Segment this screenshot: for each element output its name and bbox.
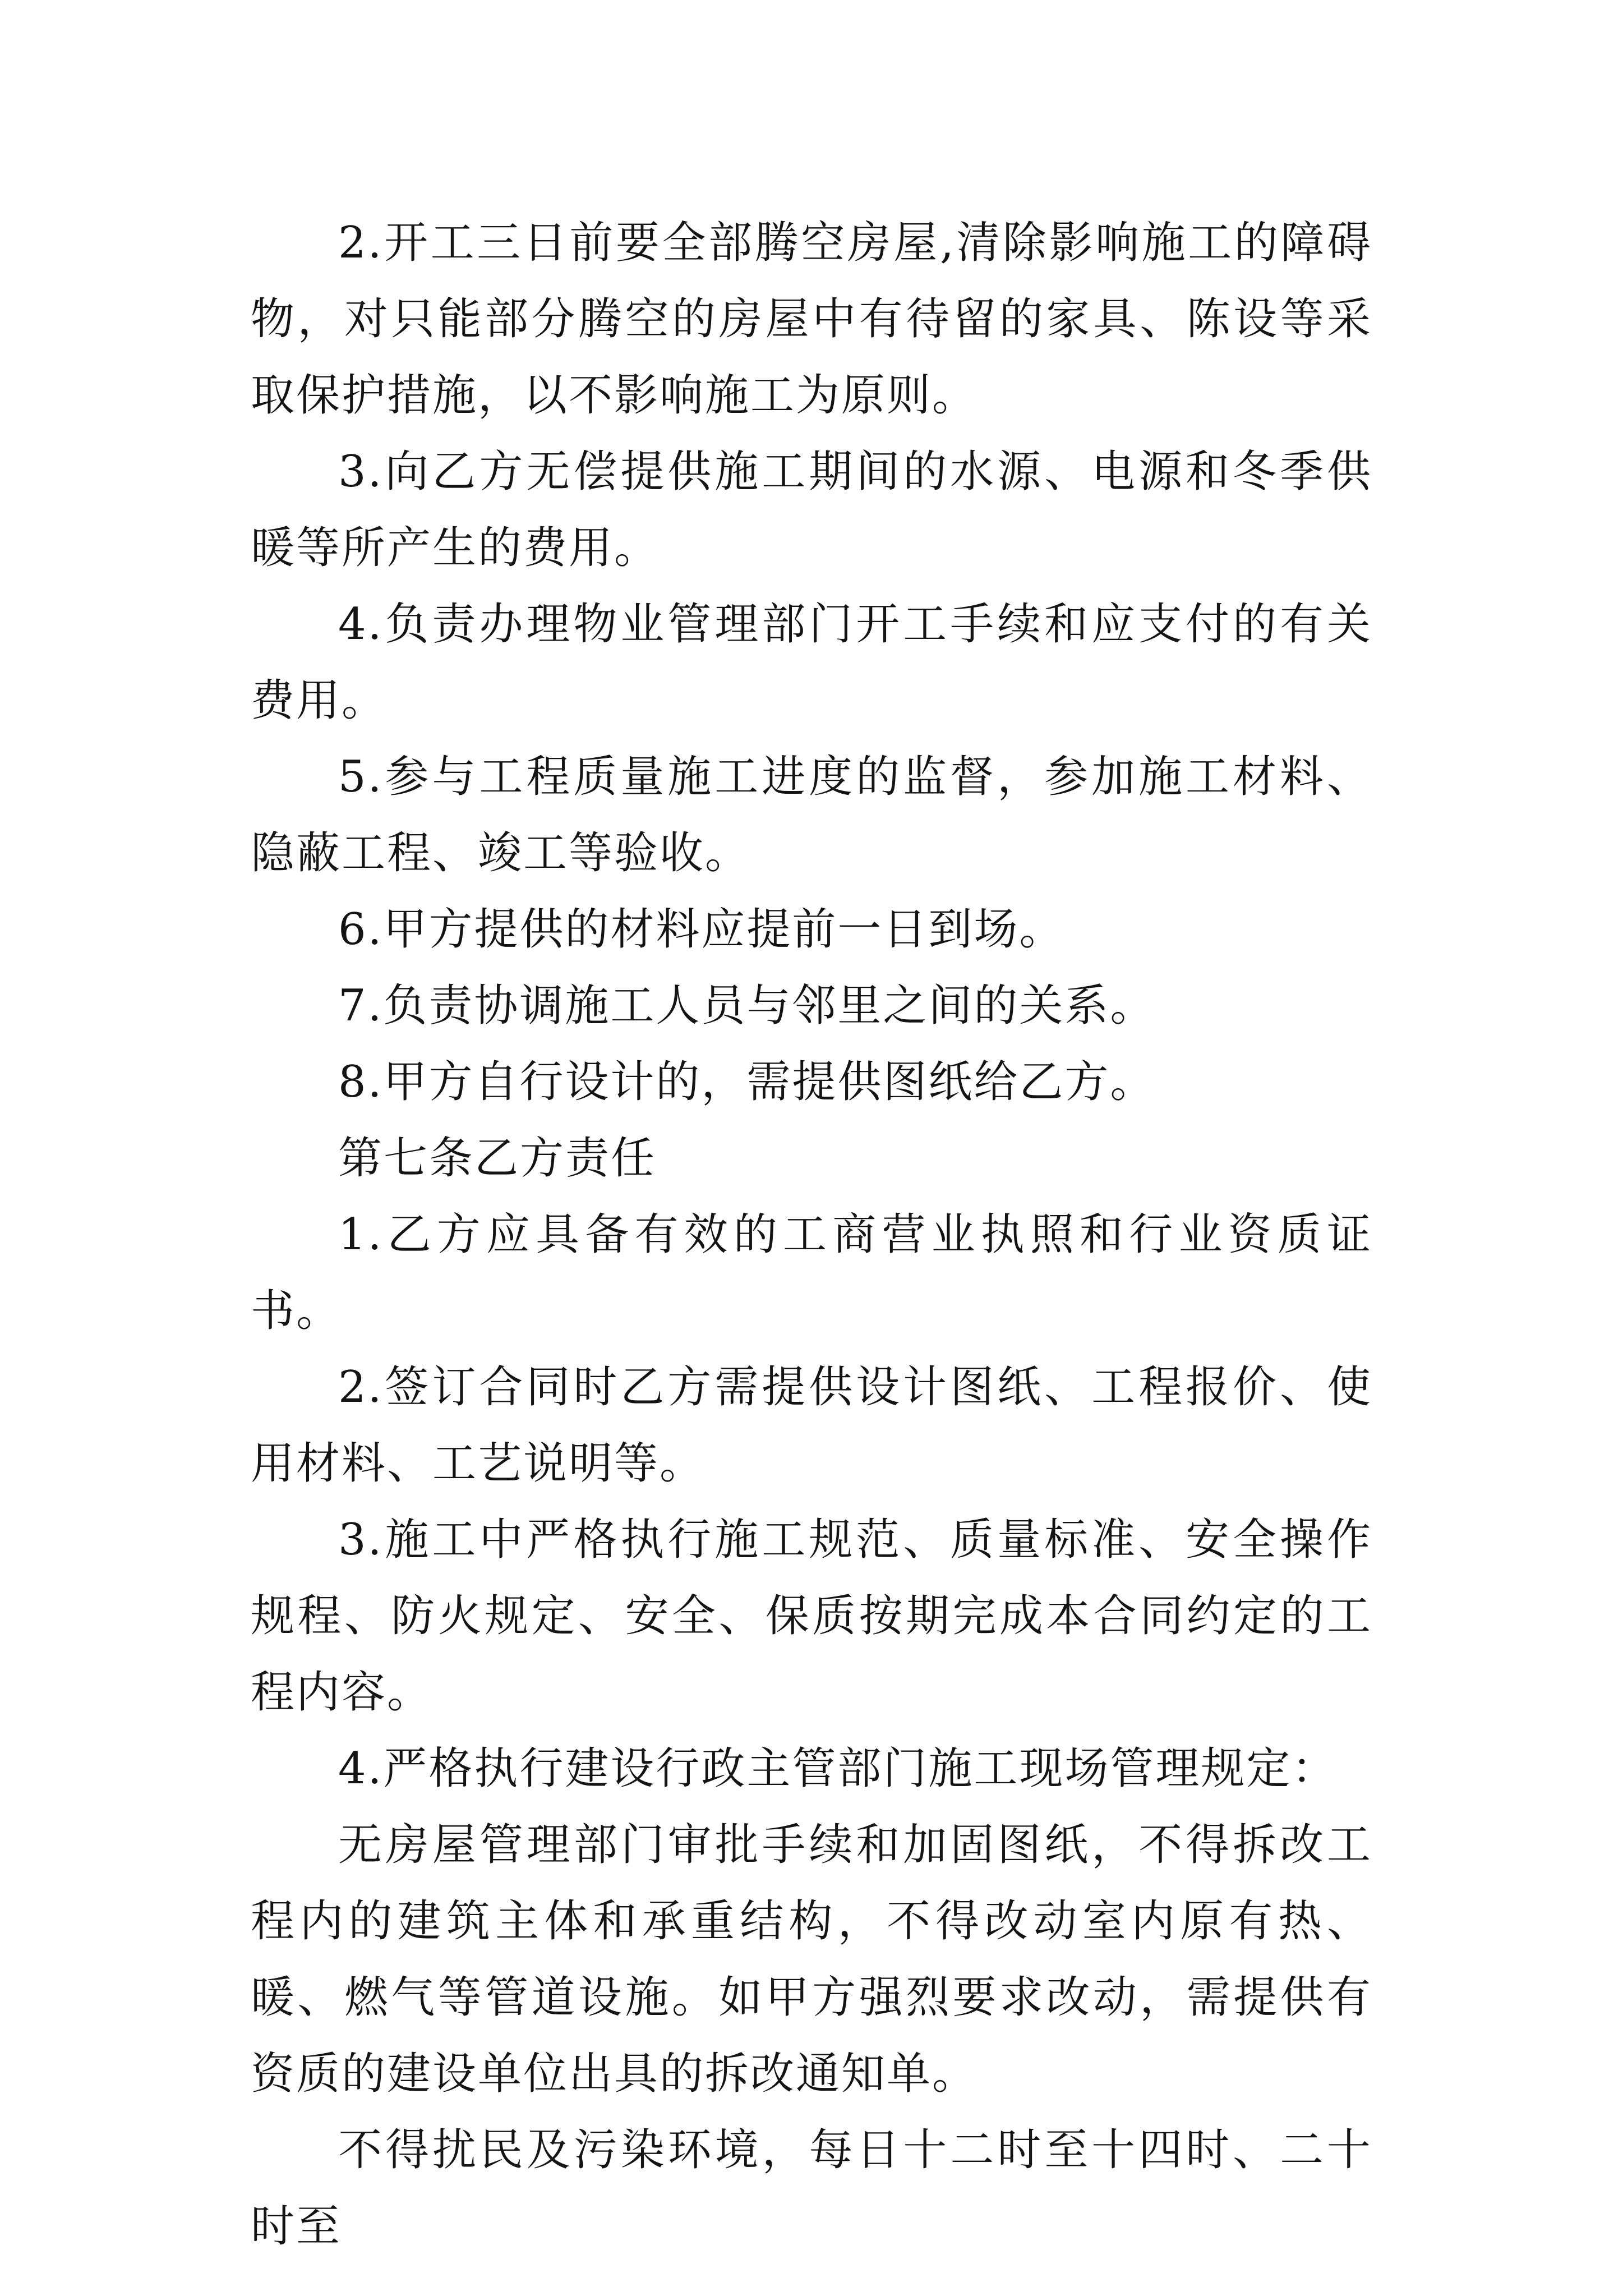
paragraph-party-b-item-3: 3.施工中严格执行施工规范、质量标准、安全操作规程、防火规定、安全、保质按期完成本合同约定的工程内容。	[251, 1515, 1372, 1718]
document-body	[251, 205, 1372, 2265]
paragraph-item-7-neighbors: 7.负责协调施工人员与邻里之间的关系。	[338, 981, 1156, 1031]
paragraph-party-b-item-1: 1.乙方应具备有效的工商营业执照和行业资质证书。	[251, 1209, 1372, 1336]
paragraph-item-4-property-procedures: 4.负责办理物业管理部门开工手续和应支付的有关费用。	[251, 599, 1372, 726]
paragraph-noise-rule: 不得扰民及污染环境，每日十二时至十四时、二十时至	[251, 2125, 1372, 2252]
paragraph-item-5-supervision: 5.参与工程质量施工进度的监督，参加施工材料、隐蔽工程、竣工等验收。	[251, 752, 1372, 878]
paragraph-structure-rule: 无房屋管理部门审批手续和加固图纸，不得拆改工程内的建筑主体和承重结构，不得改动室内原有热、暖、燃气等管道设施。如甲方强烈要求改动，需提供有资质的建设单位出具的拆改通知单。	[251, 1820, 1372, 2099]
paragraph-item-8-drawings: 8.甲方自行设计的，需提供图纸给乙方。	[338, 1057, 1156, 1107]
section-heading-article-7: 第七条乙方责任	[338, 1133, 657, 1184]
paragraph-item-3-utilities: 3.向乙方无偿提供施工期间的水源、电源和冬季供暖等所产生的费用。	[251, 447, 1372, 573]
paragraph-item-6-materials: 6.甲方提供的材料应提前一日到场。	[338, 904, 1065, 955]
paragraph-party-b-item-2: 2.签订合同时乙方需提供设计图纸、工程报价、使用材料、工艺说明等。	[251, 1362, 1372, 1489]
paragraph-party-b-item-4: 4.严格执行建设行政主管部门施工现场管理规定：	[338, 1743, 1338, 1794]
paragraph-item-2-clear-house: 2.开工三日前要全部腾空房屋,清除影响施工的障碍物，对只能部分腾空的房屋中有待留的家具、陈设等采取保护措施，以不影响施工为原则。	[251, 218, 1372, 421]
